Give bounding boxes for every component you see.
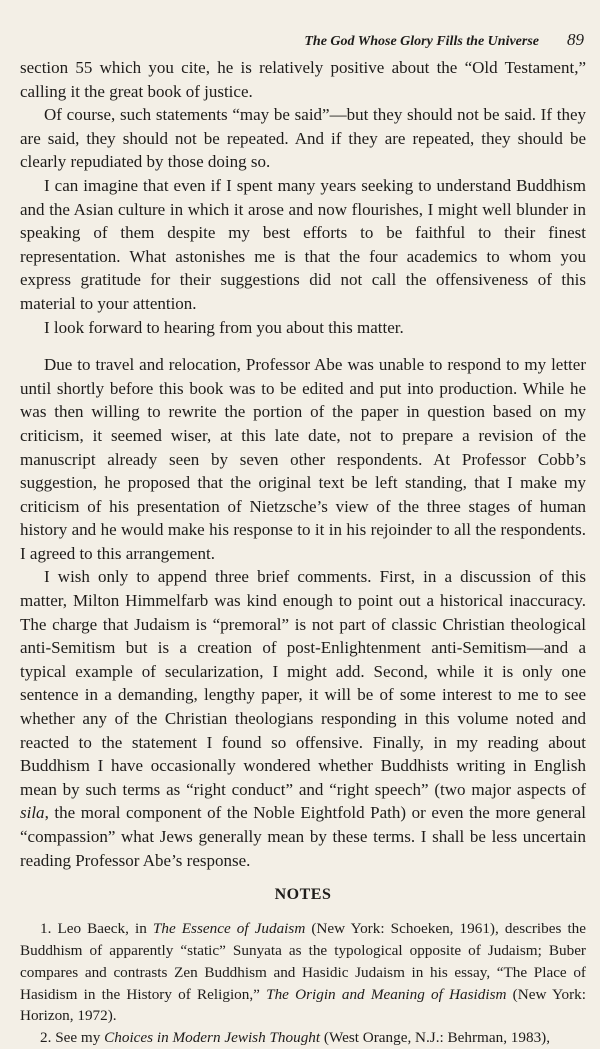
paragraph: Of course, such statements “may be said”—but they should not be said. If they are said, they should not be repeated. And if they are repeated, they should be clearly repudiated by those doing so. [20, 105, 586, 172]
page-header [20, 30, 586, 56]
notes-heading: NOTES [274, 886, 332, 904]
text-run: I wish only to append three brief comments. First, in a discussion of this matter, Milton Himmelfarb was kind enough to point out a historical inaccuracy. The charge that Judaism is “premoral” is not part of classic Christian theological anti-Semitism but is a creation of post-Enlightenment anti-Semitism—and a typical example of secularization, I might add. Second, while it is only one sentence in a demanding, lengthy paper, it will be of some interest to me to see whether any of the Christian theologians responding in this volume noted and reacted to the statement I found so offensive. Finally, in my reading about Buddhism I have occasionally wondered whether Buddhists writing in English mean by such terms as “right conduct” and “right speech” (two major aspects of [20, 567, 586, 799]
text-run: , the moral component of the Noble Eightfold Path) or even the more general “compassion” what Jews generally mean by these terms. I shall be less uncertain reading Professor Abe’s response. [20, 803, 586, 870]
text-run: 2. See my [40, 1029, 105, 1047]
italic-term: sila [20, 803, 45, 823]
text-run: (New York: Horizon, 1972). [20, 985, 586, 1025]
book-title: The Essence of Judaism [152, 920, 306, 938]
text-run: 1. Leo Baeck, in [40, 920, 153, 938]
paragraph [20, 565, 586, 872]
main-text [20, 56, 586, 872]
book-title: Choices in Modern Jewish Thought [104, 1029, 321, 1047]
note-1 [20, 918, 586, 1027]
text-run: (New York: Schoeken, 1961), describes the Buddhism of apparently “static” Sunyata as the typological opposite of Judaism; Buber compares and contrasts Zen Buddhism and Hasidic Judaism in his essay, “The Place of Hasidism in the History of Religion,” [20, 920, 587, 1003]
section-gap [20, 339, 586, 353]
paragraph: I can imagine that even if I spent many years seeking to understand Buddhism and the Asian culture in which it arose and now flourishes, I might well blunder in speaking of them despite my best efforts to be faithful to their finest representation. What astonishes me is that the four academics to whom you express gratitude for their suggestions did not call the offensiveness of this material to your attention. [20, 175, 586, 313]
page-number: 89 [567, 30, 584, 49]
running-head: The God Whose Glory Fills the Universe [304, 34, 539, 49]
note-2 [20, 1027, 586, 1049]
book-title: The Origin and Meaning of Hasidism [266, 985, 507, 1003]
paragraph: section 55 which you cite, he is relatively positive about the “Old Testament,” calling it the great book of justice. [20, 58, 586, 101]
text-run: (West Orange, N.J.: Behrman, 1983), [320, 1029, 551, 1047]
notes-list [20, 918, 586, 1049]
paragraph: I look forward to hearing from you about this matter. [44, 317, 404, 337]
paragraph: Due to travel and relocation, Professor Abe was unable to respond to my letter until shortly before this book was to be edited and put into production. While he was then willing to rewrite the portion of the paper in question based on my criticism, it seemed wiser, at this late date, not to prepare a revision of the manuscript already seen by seven other respondents. At Professor Cobb’s suggestion, he proposed that the original text be left standing, that I make my criticism of his presentation of Nietzsche’s view of the three stages of human history and he would make his response to it in his rejoinder to all the respondents. I agreed to this arrangement. [20, 355, 586, 563]
